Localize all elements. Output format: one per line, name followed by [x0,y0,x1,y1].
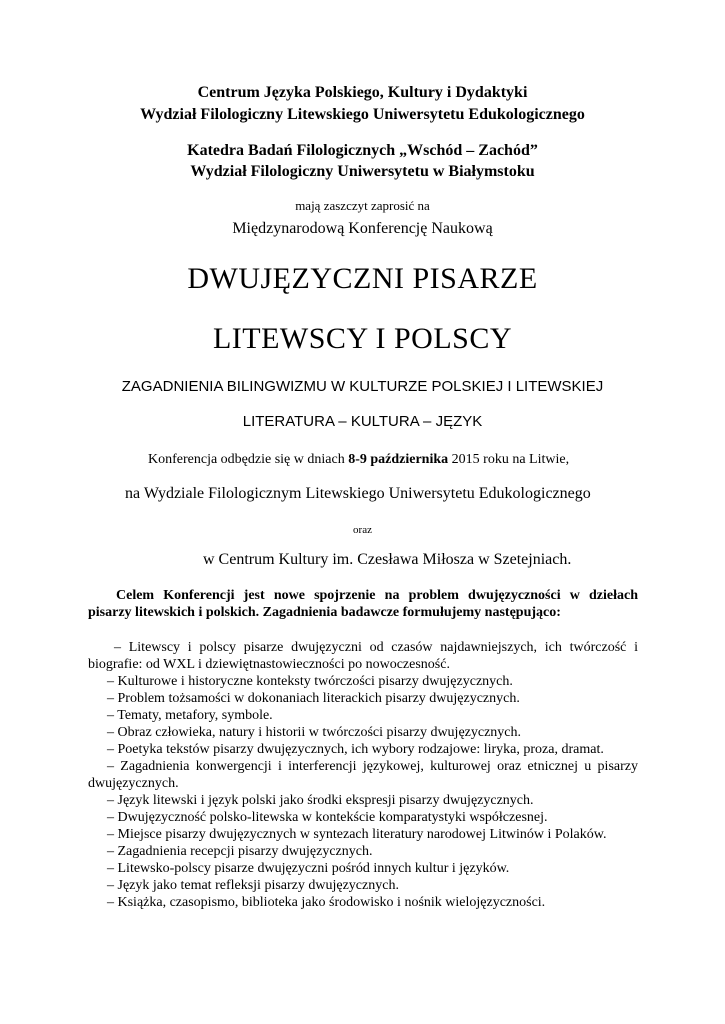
conference-type: Międzynarodową Konferencję Naukową [232,220,493,237]
organizer-1-line-1: Centrum Języka Polskiego, Kultury i Dydaktyki [197,84,528,101]
goal-line-2: pisarzy litewskich i polskich. Zagadnienia badawcze formułujemy następująco: [88,605,561,620]
topic-6: – Poetyka tekstów pisarzy dwujęzycznych, ich wybory rodzajowe: liryka, proza, dramat. [107,742,604,757]
research-topics-list [88,639,648,911]
organizer-1-line-2: Wydział Filologiczny Litewskiego Uniwersytetu Edukologicznego [140,106,585,123]
topic-5: – Obraz człowieka, natury i historii w twórczości pisarzy dwujęzycznych. [107,725,522,740]
topic-7-line-2: dwujęzycznych. [88,776,179,791]
topic-11: – Zagadnienia recepcji pisarzy dwujęzycznych. [107,844,373,859]
goal-line-1: Celem Konferencji jest nowe spojrzenie na problem dwujęzyczności w dziełach [116,588,638,603]
topic-13: – Język jako temat refleksji pisarzy dwujęzycznych. [107,878,399,893]
topic-3: – Problem tożsamości w dokonaniach literackich pisarzy dwujęzycznych. [107,691,520,706]
topic-7-line-1: – Zagadnienia konwergencji i interferencji językowej, kulturowej oraz etnicznej u pisarzy [107,759,638,774]
invitation-text: mają zaszczyt zaprosić na [295,198,430,213]
subtitle: ZAGADNIENIA BILINGWIZMU W KULTURZE POLSKIEJ I LITEWSKIEJ [121,378,604,395]
date-suffix: 2015 roku na Litwie, [448,452,570,467]
topic-10: – Miejsce pisarzy dwujęzycznych w syntezach literatury narodowej Litwinów i Polaków. [107,827,607,842]
topic-1-line-1: – Litewscy i polscy pisarze dwujęzyczni od czasów najdawniejszych, ich twórczość i [114,640,638,655]
topic-1-line-2: biografie: od WXL i dziewiętnastowieczności po nowoczesność. [88,657,450,672]
title-line-1: DWUJĘZYCZNI PISARZE [187,262,538,295]
conjunction-and: oraz [353,524,372,536]
date-value: 8-9 października [348,452,449,467]
topic-9: – Dwujęzyczność polsko-litewska w kontekście komparatystyki współczesnej. [107,810,548,825]
topic-12: – Litewsko-polscy pisarze dwujęzyczni pośród innych kultur i języków. [107,861,510,876]
venue-2: w Centrum Kultury im. Czesława Miłosza w Szetejniach. [203,551,572,568]
topic-2: – Kulturowe i historyczne konteksty twórczości pisarzy dwujęzycznych. [107,674,513,689]
subtitle-2: LITERATURA – KULTURA – JĘZYK [242,413,483,430]
topic-4: – Tematy, metafory, symbole. [107,708,273,723]
date-prefix: Konferencja odbędzie się w dniach [148,452,349,467]
topic-8: – Język litewski i język polski jako środki ekspresji pisarzy dwujęzycznych. [107,793,534,808]
venue-1: na Wydziale Filologicznym Litewskiego Uniwersytetu Edukologicznego [125,485,591,502]
topic-14: – Książka, czasopismo, biblioteka jako środowisko i nośnik wielojęzyczności. [107,895,546,910]
conference-date [148,452,569,468]
organizer-2-line-2: Wydział Filologiczny Uniwersytetu w Białymstoku [190,163,535,180]
organizer-2-line-1: Katedra Badań Filologicznych „Wschód – Zachód” [187,142,538,159]
title-line-2: LITEWSCY I POLSCY [212,322,513,355]
